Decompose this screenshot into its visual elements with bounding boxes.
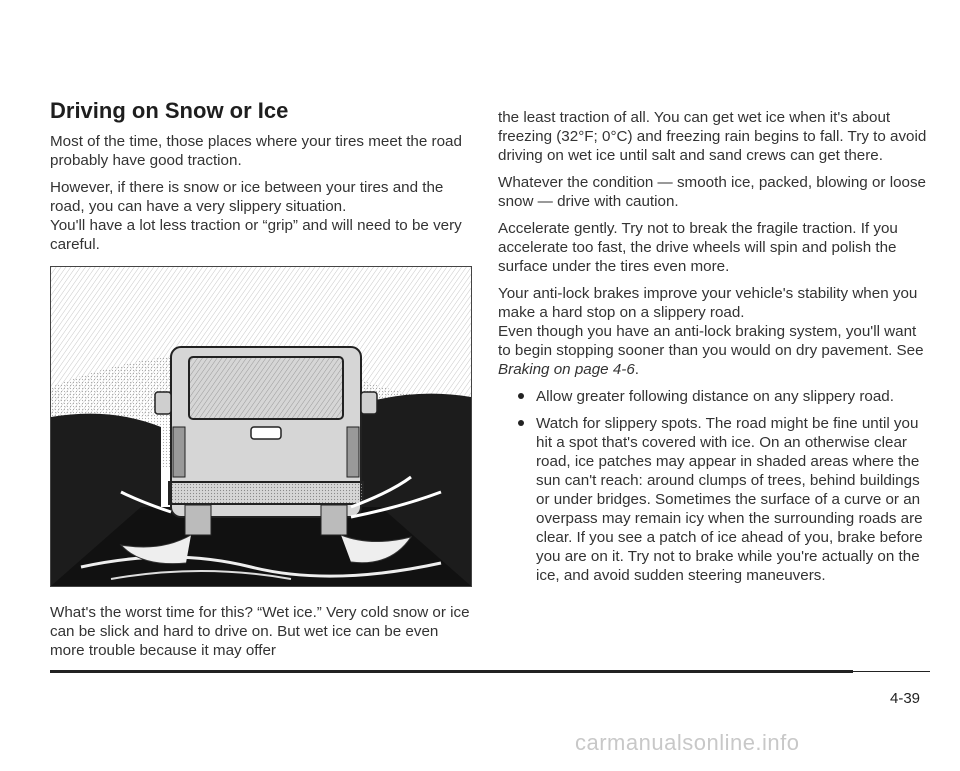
paragraph-wet-ice: What's the worst time for this? “Wet ice.” Very cold snow or ice can be slick and hard to drive on. But wet ice can be even more trouble because it may offer [50, 604, 470, 659]
braking-page-reference: Braking on page 4-6 [498, 361, 635, 378]
truck-illustration-svg [51, 267, 471, 586]
truck-on-ice-illustration [50, 266, 472, 587]
list-item [498, 414, 930, 585]
bullet-text: Watch for slippery spots. The road might be fine until you hit a spot that's covered with ice. On an otherwise clear road, ice patches may appear in shaded areas where the sun can't reach: around clumps of trees, behind buildings or under bridges. Sometimes the surface of a curve or an overpass may remain icy when the surrounding roads are clear. If you see a patch of ice ahead of you, brake before you are on it. Try not to brake while you're actually on the ice, and avoid sudden steering maneuvers. [536, 415, 923, 584]
watermark: carmanualsonline.info [575, 730, 800, 755]
footer-rule [50, 670, 853, 673]
paragraph-least-traction: the least traction of all. You can get wet ice when it's about freezing (32°F; 0°C) and freezing rain begins to fall. Try to avoid driving on wet ice until salt and sand crews can get there. [498, 109, 927, 164]
paragraph-traction: Most of the time, those places where your tires meet the road probably have good traction. [50, 133, 462, 169]
bullet-icon [518, 420, 524, 426]
paragraph-anti-lock: Your anti-lock brakes improve your vehicle's stability when you make a hard stop on a slippery road. [498, 285, 918, 321]
paragraph-grip: You'll have a lot less traction or “grip” and will need to be very careful. [50, 217, 462, 253]
right-column [498, 108, 930, 593]
list-item [498, 387, 930, 406]
footer-rule-thin [853, 671, 930, 672]
paragraph-stopping [498, 322, 930, 379]
paragraph-accelerate: Accelerate gently. Try not to break the fragile traction. If you accelerate too fast, the drive wheels will spin and polish the surface under the tires even more. [498, 220, 898, 275]
paragraph-condition: Whatever the condition — smooth ice, packed, blowing or loose snow — drive with caution. [498, 174, 927, 210]
page-number: 4-39 [890, 690, 921, 707]
paragraph-slippery: However, if there is snow or ice between your tires and the road, you can have a very slippery situation. [50, 179, 444, 215]
bullet-text: Allow greater following distance on any slippery road. [536, 388, 894, 405]
stopping-text: Even though you have an anti-lock braking system, you'll want to begin stopping sooner than you would on dry pavement. See [498, 323, 924, 359]
tips-list [498, 387, 930, 585]
bullet-icon [518, 393, 524, 399]
page-title: Driving on Snow or Ice [50, 98, 289, 123]
stopping-end: . [634, 361, 640, 378]
left-column [50, 98, 470, 668]
